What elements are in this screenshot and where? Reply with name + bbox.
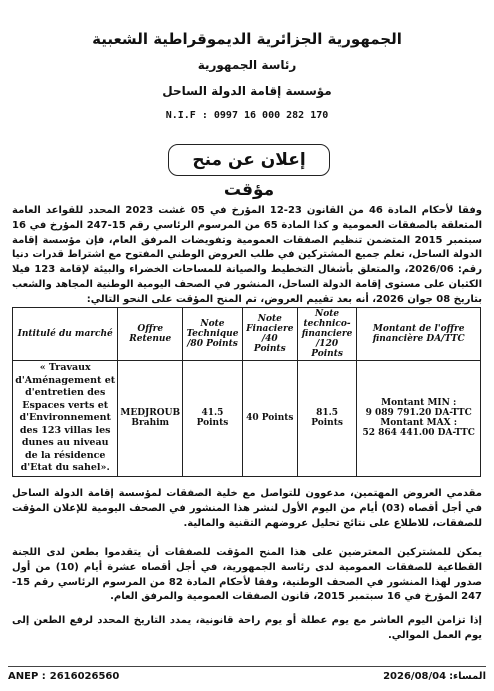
- appeal-paragraph: يمكن للمشتركين المعترضين على هذا المنح المؤقت للصفقات أن يتقدموا بطعن لدى اللجنة القطاعية للصفقات العمومية لدى رئاسة الجمهورية، في أجل أقصاه عشرة أيام (10) من أول صدور لهذا المنشور في الصحف الوطنية، وفقا لأحكام المادة 82 من المرسوم الرئاسي رقم 15-247 المؤرخ في 16 سبتمبر 2015، قانون الصفقات العمومية والمرفق العام.: [12, 547, 483, 603]
- cell-market: « Travaux d'Aménagement et d'entretien des Espaces verts et d'Environnement des 123 villas les dunes au niveau de la résidence d'Etat du sahel».: [13, 361, 118, 477]
- cell-tech-fin: 81.5 Points: [297, 361, 357, 477]
- intro-paragraph: وفقا لأحكام المادة 46 من القانون 23-12 المؤرخ في 05 غشت 2023 المحدد للقواعد العامة المتعلقة بالصفقات العمومية و كذا المادة 65 من المرسوم الرئاسي رقم 15-247 المؤرخ في 16 سبتمبر 2015 المتضمن تنظيم الصفقات العمومية وتفويضات المرفق العام، فإن مؤسسة إقامة الدولة الساحل، تعلم جميع المشتركين في طلب العروض الوطني المفتوح مع اشتراط قدرات دنيا رقم: 2026/06، والمتعلق بأشغال التخطيط والصيانة للمساحات الخضراء والبيئة لإقامة 123 فيلا الكثبان على مستوى إقامة الدولة الساحل، المنشور في الصحف اليومية الوطنية المجاهد والشعب بتاريخ 08 جوان 2026، أنه بعد تقييم العروض، تم المنح المؤقت على النحو التالي:: [12, 205, 482, 305]
- amount-min-value: 9 089 791.20 DA-TTC: [365, 408, 472, 419]
- holiday-paragraph: إذا تزامن اليوم العاشر مع يوم عطلة أو يوم راحة قانونية، يمدد التاريخ المحدد لرفع الطعن إلى يوم العمل الموالي.: [12, 615, 482, 641]
- cell-financial: 40 Points: [242, 361, 297, 477]
- header-offer: Offre Retenue: [118, 308, 183, 361]
- header-financial: Note Finaciere /40 Points: [242, 308, 297, 361]
- amount-max-label: Montant MAX :: [380, 418, 458, 429]
- amount-max-value: 52 864 441.00 DA-TTC: [362, 428, 475, 439]
- header-technical: Note Technique /80 Points: [183, 308, 243, 361]
- table-header-row: [13, 308, 481, 361]
- cell-offer: MEDJROUB Brahim: [118, 361, 183, 477]
- anep-reference: [8, 671, 123, 682]
- amount-min-label: Montant MIN :: [381, 398, 457, 409]
- nif-number: N.I.F : 0997 16 000 282 170: [165, 110, 329, 121]
- newspaper-label: المساء:: [449, 671, 486, 682]
- header-tech-fin: Note technico-financiere /120 Points: [297, 308, 357, 361]
- publication-date: [380, 671, 486, 682]
- consultation-paragraph: مقدمي العروض المهتمين، مدعوون للتواصل مع خلية الصفقات لمؤسسة إقامة الدولة الساحل في أجل أقصاه (03) أيام من اليوم الأول لنشر هذا المنشور في الصحف اليومية للإعلان المؤقت للصفقات، للاطلاع على نتائج تحليل عروضهم التقنية والمالية.: [12, 488, 483, 529]
- republic-header: الجمهورية الجزائرية الديموقراطية الشعبية: [92, 30, 402, 48]
- anep-label: ANEP :: [8, 671, 46, 682]
- notice-footer: [8, 666, 486, 685]
- table-row: [13, 361, 481, 477]
- header-amount: Montant de l'offre financière DA/TTC: [357, 308, 481, 361]
- anep-number: 2616026560: [49, 671, 120, 682]
- header-market: Intitulé du marché: [13, 308, 118, 361]
- cell-technical: 41.5 Points: [183, 361, 243, 477]
- presidency-header: رئاسة الجمهورية: [197, 58, 297, 72]
- notice-title: إعلان عن منح مؤقت: [168, 144, 330, 176]
- award-table: [12, 307, 481, 477]
- institution-header: مؤسسة إقامة الدولة الساحل: [162, 84, 332, 98]
- date-value: 2026/08/04: [383, 671, 447, 682]
- cell-amount: [357, 361, 481, 477]
